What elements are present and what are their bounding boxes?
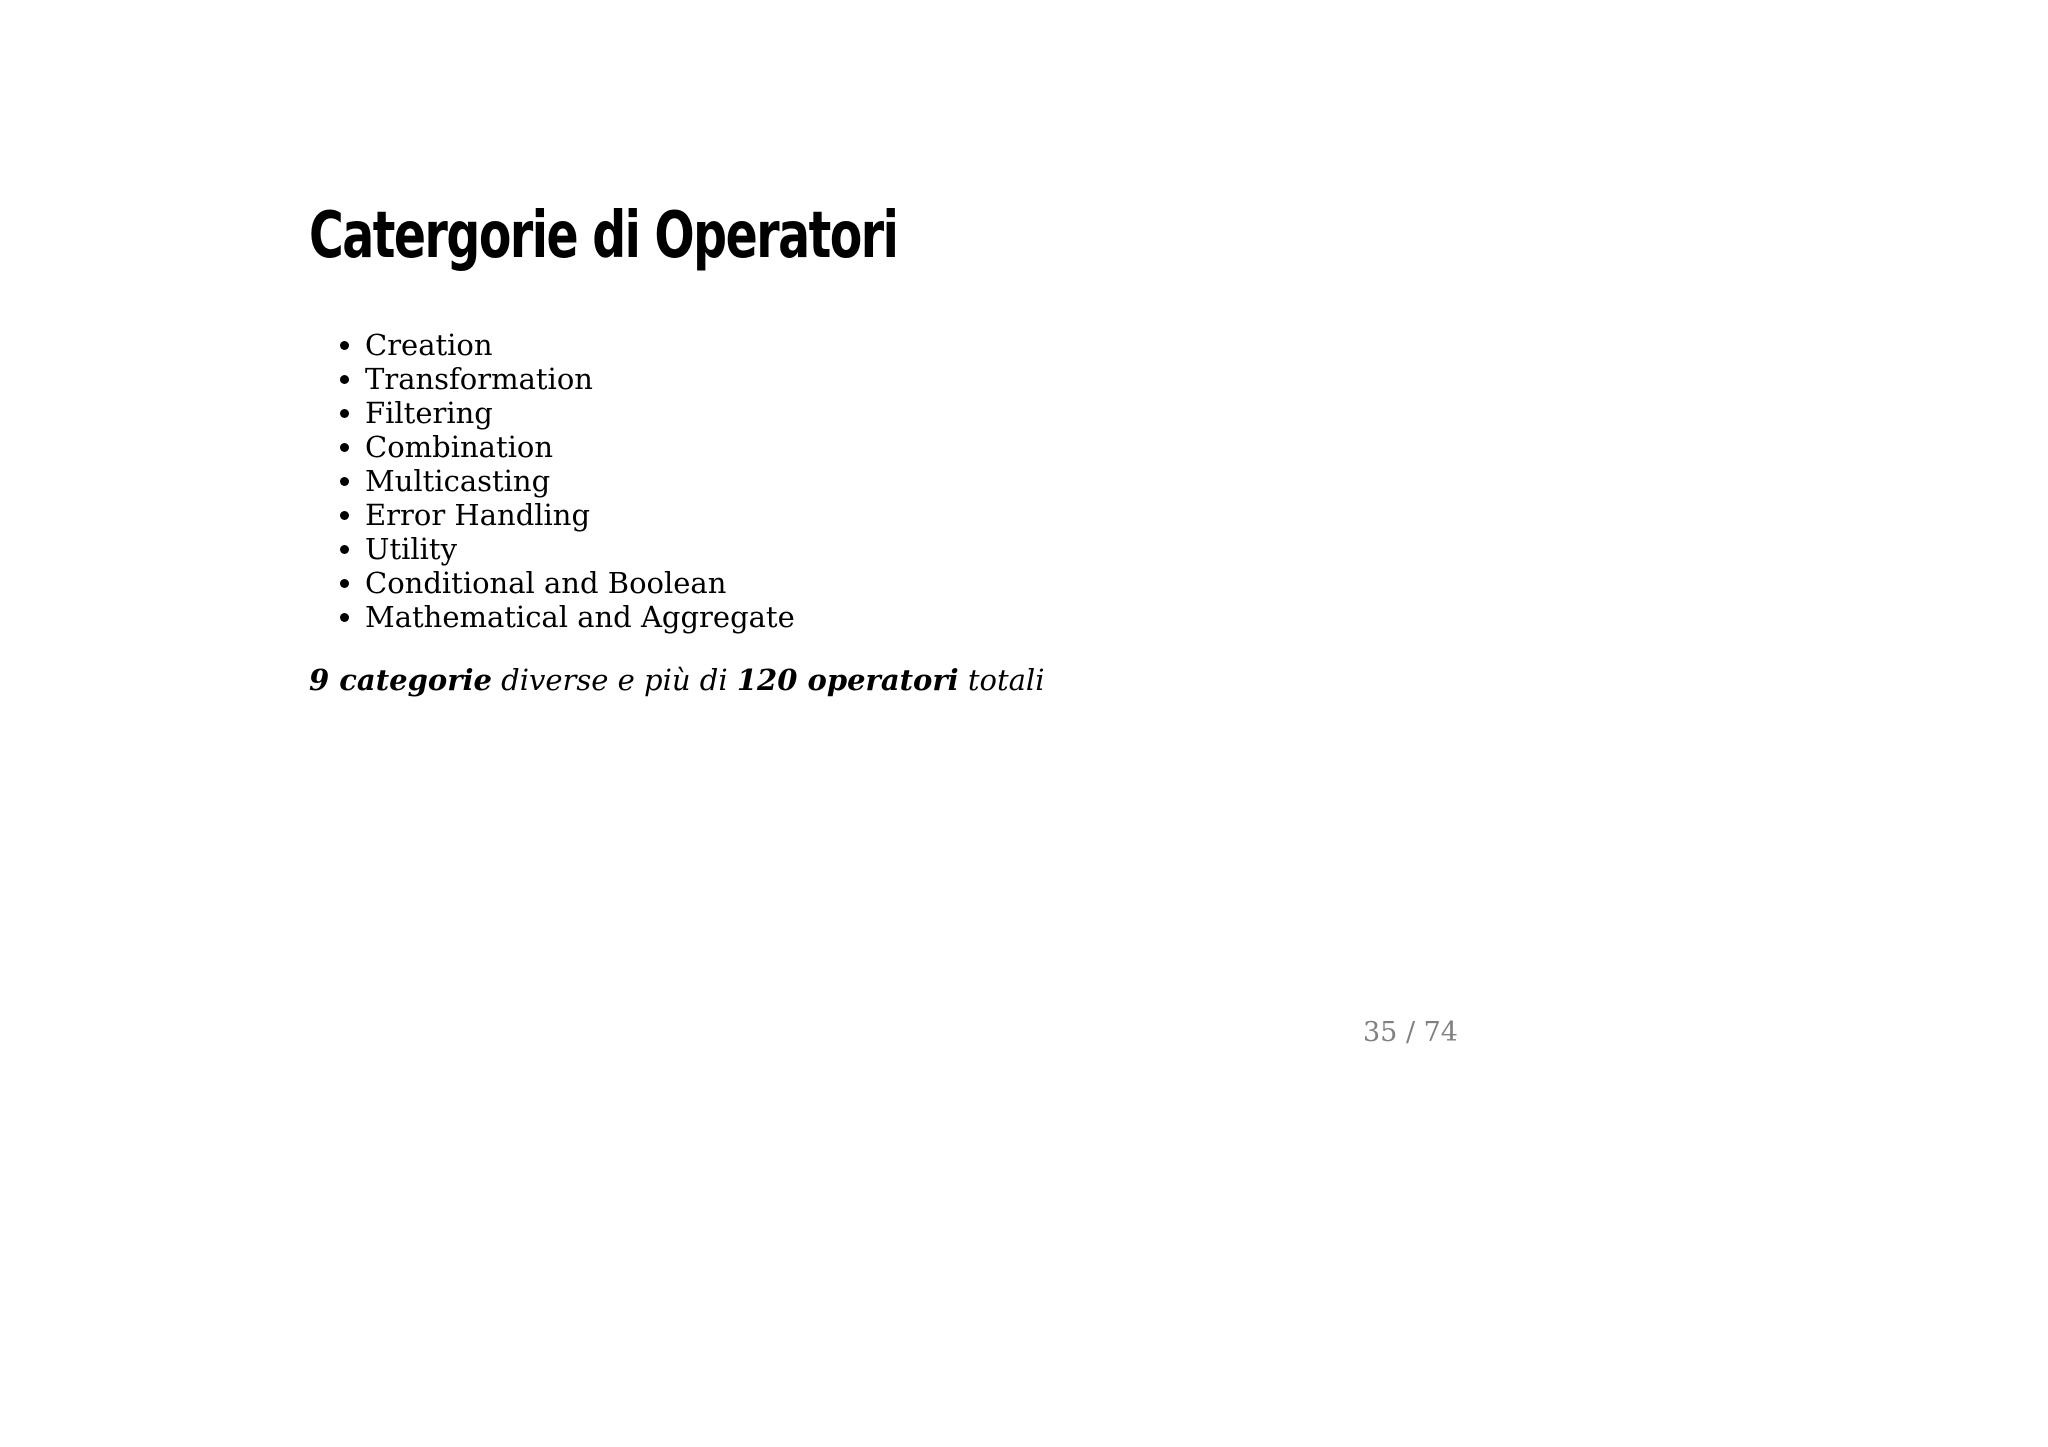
slide-title: Catergorie di Operatori — [309, 199, 898, 273]
list-item: • Combination — [365, 430, 795, 464]
list-item: • Creation — [365, 328, 795, 362]
list-item: • Multicasting — [365, 464, 795, 498]
page-counter: 35 / 74 — [1363, 1017, 1458, 1048]
summary-category-count: 9 categorie — [309, 663, 492, 697]
list-item: • Transformation — [365, 362, 795, 396]
summary-middle-text: diverse e più di — [491, 663, 737, 697]
list-item: • Conditional and Boolean — [365, 566, 795, 600]
summary-text — [309, 663, 1044, 697]
list-item: • Utility — [365, 532, 795, 566]
summary-end-text: totali — [958, 663, 1045, 697]
category-list — [309, 328, 795, 634]
summary-operator-count: 120 operatori — [736, 663, 959, 697]
list-item: • Mathematical and Aggregate — [365, 600, 795, 634]
list-item: • Filtering — [365, 396, 795, 430]
list-item: • Error Handling — [365, 498, 795, 532]
